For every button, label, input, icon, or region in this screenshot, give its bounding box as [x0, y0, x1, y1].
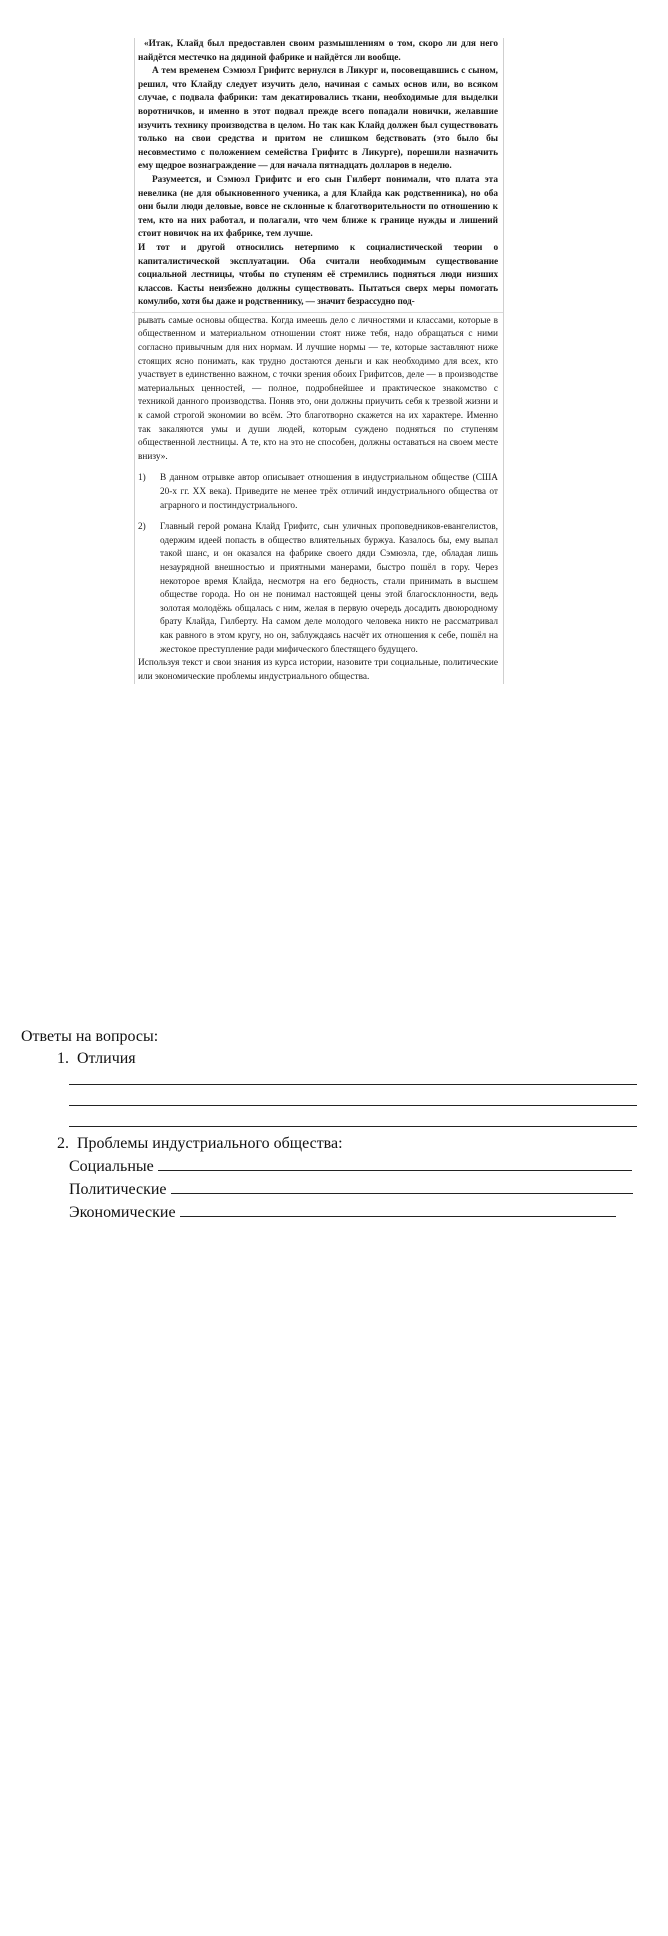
economic-label: Экономические — [69, 1204, 176, 1221]
political-label: Политические — [69, 1181, 167, 1198]
excerpt-block-1 — [138, 38, 498, 242]
political-answer-line[interactable] — [171, 1178, 633, 1194]
question-1-number: 1) — [138, 473, 146, 484]
excerpt-block-2 — [138, 242, 498, 310]
excerpt-paragraph-1: «Итак, Клайд был предоставлен своим размышлениям о том, скоро ли для него найдётся местечко на дядиной фабрике и найдётся ли вообще. — [138, 39, 498, 63]
answers-title: Ответы на вопросы: — [21, 1028, 159, 1045]
answer-item-1-number: 1. — [57, 1050, 69, 1067]
scan-left-edge — [134, 38, 135, 684]
answer-1-line-3[interactable] — [69, 1126, 637, 1127]
social-answer-line[interactable] — [158, 1155, 632, 1171]
social-field — [69, 1155, 641, 1178]
excerpt-paragraph-3c: рывать самые основы общества. Когда имеешь дело с личностями и классами, которые в общественном и материальном отношении стоят ниже тебя, надо обращаться с ними согласно привычным для них нормам. И лучшие нормы — те, которые заставляют ниже стоящих ясно понимать, как трудно достаются деньги и как необходимо для всех, кто участвует в единственно важном, с точки зрения обоих Грифитсов, деле — в производстве материальных ценностей, — полное, подробнейшее и практическое знакомство с техникой данного производства. Поняв это, они должны приучить себя к трезвой жизни и к самой строгой экономии во всём. Это благотворно скажется на их характере. Именно так закаляются умы и души людей, которым суждено подняться по ступеням общественной лестницы. А те, кто на это не способен, должны оставаться на своем месте внизу». — [138, 315, 498, 462]
question-2-task: Используя текст и свои знания из курса истории, назовите три социальные, политические или экономические проблемы индустриального общества. — [138, 658, 498, 682]
excerpt-block-3 — [138, 315, 498, 465]
questions-block — [138, 472, 498, 684]
question-2-number: 2) — [138, 522, 146, 533]
answer-item-1 — [21, 1048, 641, 1070]
excerpt-paragraph-2: А тем временем Сэмюэл Грифитс вернулся в Ликург и, посовещавшись с сыном, решил, что Клайду следует изучить дело, начиная с самых основ или, во всяком случае, с подвала фабрики: там декатировались ткани, необходимые для выделки воротничков, и именно в этот подвал прежде всего попадали новички, желавшие изучить технику производства в целом. Но так как Клайд должен был существовать только на свои средства и притом не слишком бедствовать (это было бы несовместимо с положением семейства Грифитс в Ликурге), порешили назначить ему щедрое вознаграждение — для начала пятнадцать долларов в неделю. — [138, 66, 498, 172]
political-field — [69, 1178, 641, 1201]
answer-1-line-2[interactable] — [69, 1105, 637, 1106]
answer-item-2 — [21, 1133, 641, 1155]
economic-answer-line[interactable] — [180, 1201, 616, 1217]
excerpt-paragraph-3a: Разумеется, и Сэмюэл Грифитс и его сын Гилберт понимали, что плата эта невелика (не для обыкновенного ученика, а для Клайда как родственника), но оба они были люди деловые, вовсе не склонные к благотворительности по отношению к тем, кто на них работал, и полагали, что чем ближе к границе нужды и лишений стоит новичок на их фабрике, тем лучше. — [138, 174, 498, 240]
answers-section — [21, 1026, 641, 1224]
answer-item-1-label: Отличия — [77, 1050, 136, 1067]
scanned-textbook-excerpt — [138, 38, 498, 684]
question-1-text: В данном отрывке автор описывает отношения в индустриальном обществе (США 20-х гг. XX века). Приведите не менее трёх отличий индустриального общества от аграрного и постиндустриального. — [160, 473, 498, 511]
question-2 — [138, 521, 498, 657]
question-2-text: Главный герой романа Клайд Грифитс, сын уличных проповедников-евангелистов, одержим идеей попасть в общество влиятельных буржуа. Казалось бы, ему выпал такой шанс, и он оказался на фабрике своего дяди Сэмюэла, где, обладая лишь незаурядной внешностью и приятными манерами, быстро пошёл в гору. Через некоторое время Клайда, несмотря на его бедность, стали принимать в высшем обществе города. Но он не понимал настоящей цены этой благосклонности, ведь золотая молодёжь общалась с ним, желая в первую очередь досадить двоюродному брату Клайда, Гилберту. На самом деле молодого человека никто не рассматривал как равного в этом кругу, но он, заблуждаясь насчёт их отношения к себе, пошёл на жестокое преступление ради мифического блестящего будущего. — [160, 522, 498, 655]
scan-seam — [132, 312, 504, 313]
answer-item-2-label: Проблемы индустриального общества: — [77, 1135, 343, 1152]
answer-item-2-number: 2. — [57, 1135, 69, 1152]
social-label: Социальные — [69, 1158, 154, 1175]
scan-right-edge — [503, 38, 504, 684]
economic-field — [69, 1201, 641, 1224]
question-1 — [138, 472, 498, 513]
answer-1-line-1[interactable] — [69, 1084, 637, 1085]
excerpt-paragraph-3b: И тот и другой относились нетерпимо к социалистической теории о капиталистической эксплуатации. Оба считали необходимым существование социальной лестницы, чтобы по ступеням её стремились подняться люди низших классов. Касты неизбежно должны существовать. Пытаться сверх меры помогать комулибо, хотя бы даже и родственнику, — значит безрассудно под- — [138, 242, 498, 308]
